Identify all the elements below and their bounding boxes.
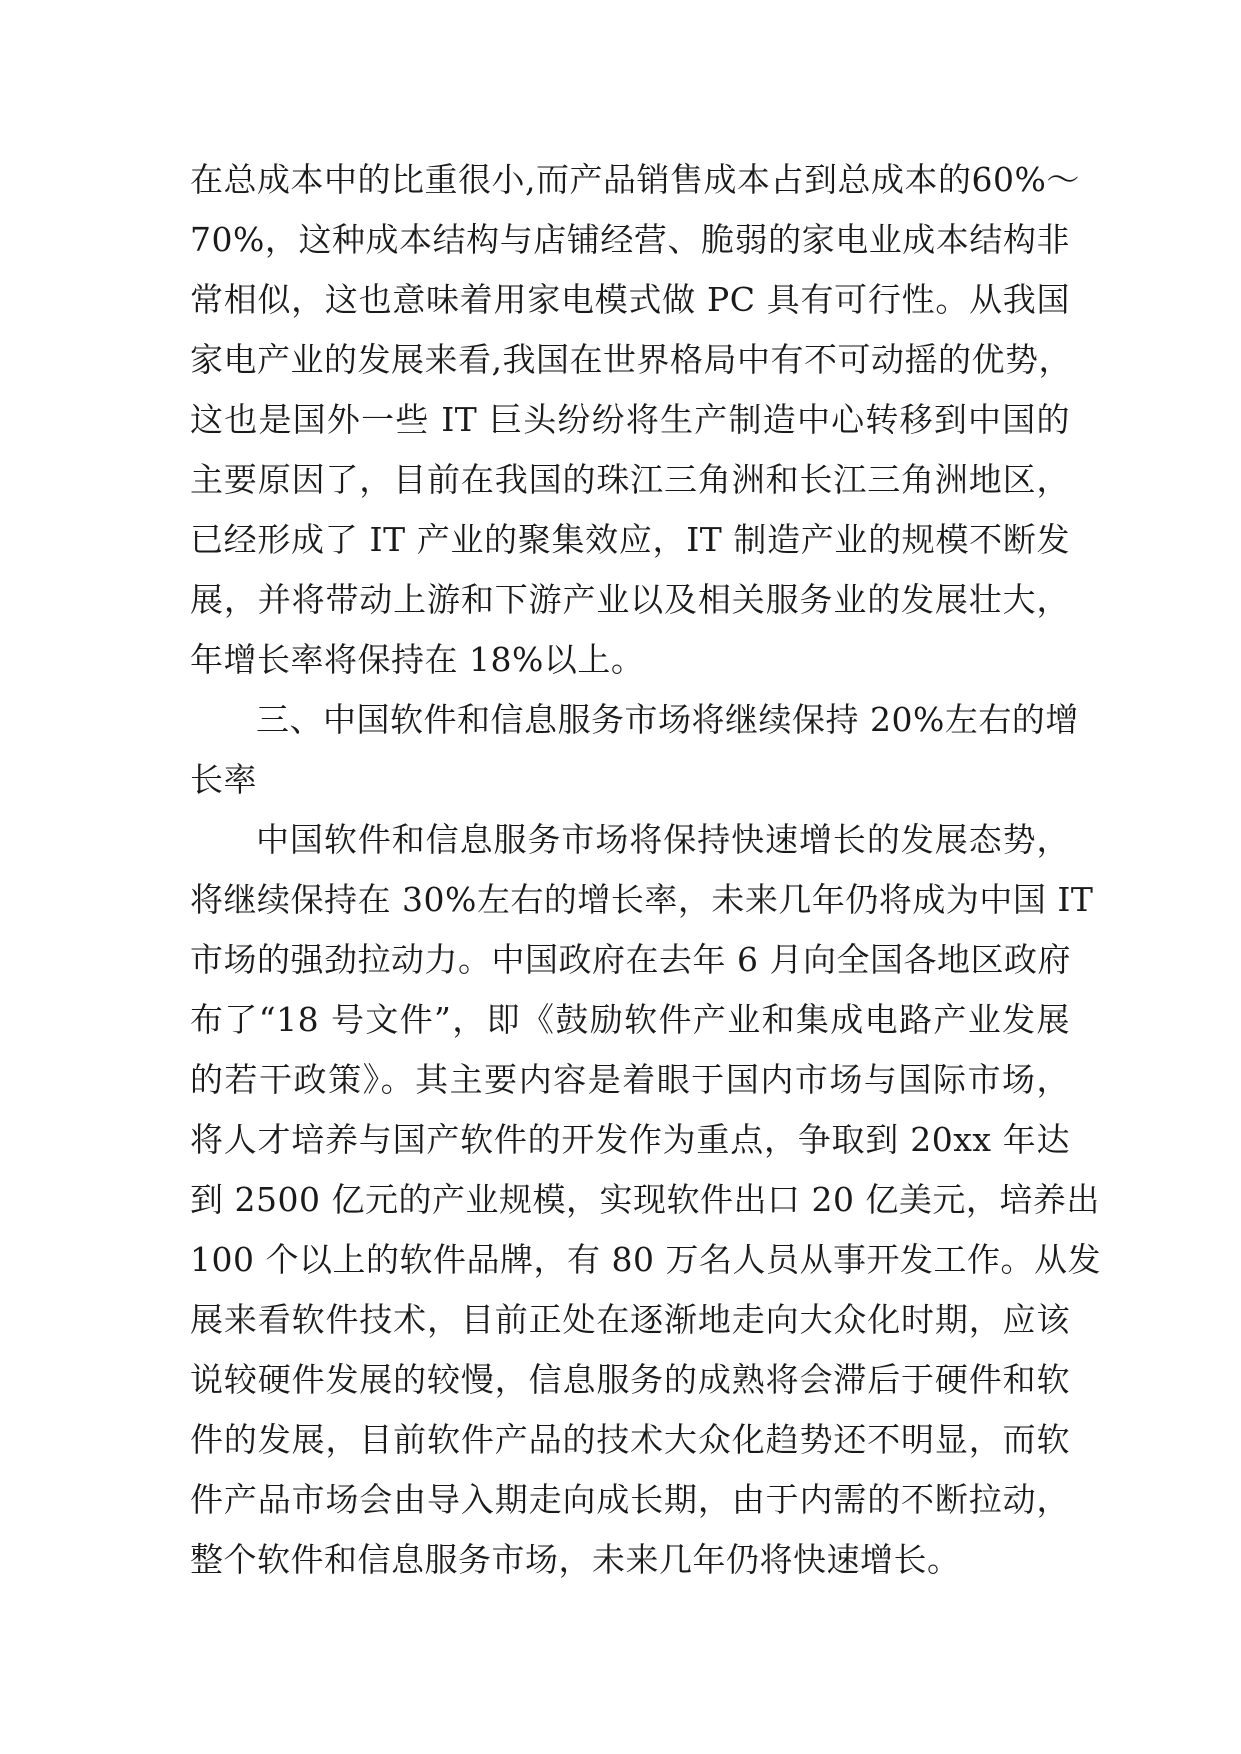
text-line-22: 件的发展，目前软件产品的技术大众化趋势还不明显，而软 (190, 1420, 1070, 1459)
text-line-6: 主要原因了，目前在我国的珠江三角洲和长江三角洲地区， (190, 460, 1070, 499)
text-line-13: 将继续保持在 30%左右的增长率，未来几年仍将成为中国 IT (190, 880, 1094, 919)
section-heading-line-2: 长率 (190, 760, 257, 799)
text-line-19: 100 个以上的软件品牌，有 80 万名人员从事开发工作。从发 (190, 1240, 1101, 1279)
text-line-4: 家电产业的发展来看,我国在世界格局中有不可动摇的优势， (190, 340, 1072, 379)
body-text (190, 150, 1101, 1590)
text-line-15: 布了“18 号文件”，即《鼓励软件产业和集成电路产业发展 (190, 1000, 1070, 1039)
text-line-8: 展，并将带动上游和下游产业以及相关服务业的发展壮大， (190, 580, 1070, 619)
text-line-3: 常相似，这也意味着用家电模式做 PC 具有可行性。从我国 (190, 280, 1070, 319)
section-heading-line-1: 三、中国软件和信息服务市场将继续保持 20%左右的增 (256, 700, 1079, 739)
text-line-5: 这也是国外一些 IT 巨头纷纷将生产制造中心转移到中国的 (190, 400, 1070, 439)
text-line-21: 说较硬件发展的较慢，信息服务的成熟将会滞后于硬件和软 (190, 1360, 1070, 1399)
text-line-14: 市场的强劲拉动力。中国政府在去年 6 月向全国各地区政府 (190, 940, 1071, 979)
text-line-24: 整个软件和信息服务市场，未来几年仍将快速增长。 (190, 1540, 961, 1579)
text-line-2: 70%，这种成本结构与店铺经营、脆弱的家电业成本结构非 (190, 220, 1070, 259)
text-line-16: 的若干政策》。其主要内容是着眼于国内市场与国际市场， (190, 1060, 1070, 1099)
text-line-7: 已经形成了 IT 产业的聚集效应，IT 制造产业的规模不断发 (190, 520, 1070, 559)
text-line-9: 年增长率将保持在 18%以上。 (190, 640, 645, 679)
text-line-17: 将人才培养与国产软件的开发作为重点，争取到 20xx 年达 (190, 1120, 1070, 1159)
text-line-23: 件产品市场会由导入期走向成长期，由于内需的不断拉动， (190, 1480, 1070, 1519)
text-line-12: 中国软件和信息服务市场将保持快速增长的发展态势， (256, 820, 1070, 859)
text-line-18: 到 2500 亿元的产业规模，实现软件出口 20 亿美元，培养出 (190, 1180, 1100, 1219)
text-line-20: 展来看软件技术，目前正处在逐渐地走向大众化时期，应该 (190, 1300, 1070, 1339)
text-line-1: 在总成本中的比重很小,而产品销售成本占到总成本的60%～ (190, 160, 1080, 199)
